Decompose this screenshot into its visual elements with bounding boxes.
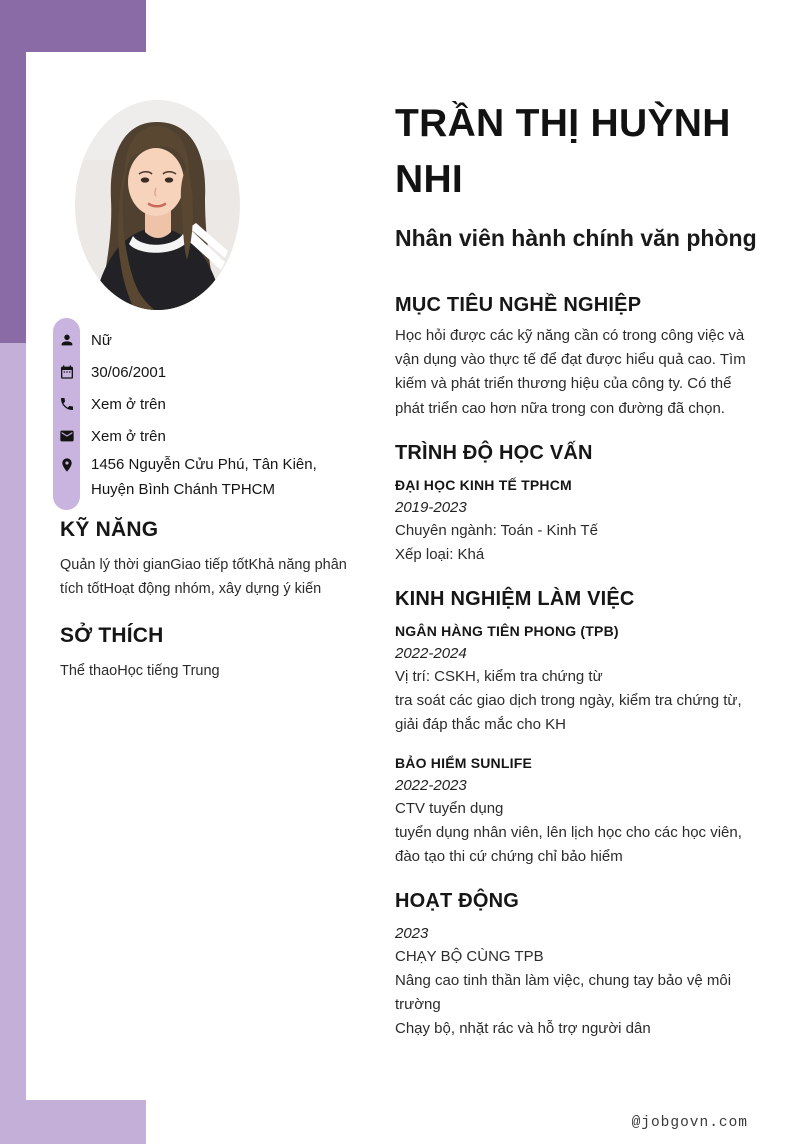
activity-entry	[395, 922, 757, 1041]
experience-entry	[395, 752, 757, 869]
phone-value: Xem ở trên	[91, 395, 166, 413]
gender-value: Nữ	[91, 331, 112, 349]
email-icon	[53, 428, 80, 444]
education-heading: TRÌNH ĐỘ HỌC VẤN	[395, 441, 593, 464]
email-value: Xem ở trên	[91, 427, 166, 445]
section-objective	[395, 291, 757, 421]
hobbies-heading: SỞ THÍCH	[60, 624, 164, 647]
experience-heading: KINH NGHIỆM LÀM VIỆC	[395, 587, 635, 610]
contact-row-birthday	[53, 356, 353, 388]
experience-period: 2022-2024	[395, 644, 467, 662]
profile-photo	[75, 100, 240, 310]
experience-period: 2022-2023	[395, 776, 467, 794]
birthday-value: 30/06/2001	[91, 363, 167, 381]
activity-period: 2023	[395, 924, 429, 942]
experience-position: CTV tuyển dụng	[395, 799, 504, 817]
activity-description: Chạy bộ, nhặt rác và hỗ trợ người dân	[395, 1019, 651, 1037]
location-icon	[53, 457, 80, 473]
activities-heading: HOẠT ĐỘNG	[395, 889, 520, 912]
phone-icon	[53, 396, 80, 412]
contact-row-address	[53, 452, 353, 502]
experience-entry	[395, 620, 757, 737]
address-value: 1456 Nguyễn Cửu Phú, Tân Kiên, Huyện Bình Chánh TPHCM	[91, 456, 317, 498]
hobbies-body: Thể thaoHọc tiếng Trung	[60, 663, 220, 679]
bottom-left-corner-accent	[0, 1100, 146, 1144]
objective-body: Học hỏi được các kỹ năng cần có trong công việc và vận dụng vào thực tế để đạt được hiểu quả cao. Tìm kiếm và phát triển thương hiệu của công ty. Có thể phát triển cao hơn nữa trong con đường đã chọn.	[395, 327, 746, 417]
portrait-illustration	[75, 100, 240, 310]
experience-org: NGÂN HÀNG TIÊN PHONG (TPB)	[395, 622, 619, 639]
experience-description: tra soát các giao dịch trong ngày, kiểm tra chứng từ, giải đáp thắc mắc cho KH	[395, 691, 742, 733]
skills-body: Quản lý thời gianGiao tiếp tốtKhả năng phân tích tốtHoạt động nhóm, xây dựng ý kiến	[60, 557, 347, 597]
objective-heading: MỤC TIÊU NGHỀ NGHIỆP	[395, 294, 642, 316]
contact-list	[53, 318, 353, 510]
education-period: 2019-2023	[395, 498, 467, 516]
education-grade: Xếp loại: Khá	[395, 545, 485, 563]
person-icon	[53, 332, 80, 348]
education-org: ĐẠI HỌC KINH TẾ TPHCM	[395, 476, 572, 493]
education-entry	[395, 474, 757, 567]
job-title: Nhân viên hành chính văn phòng	[395, 225, 757, 251]
right-column	[395, 96, 757, 1041]
contact-row-gender	[53, 324, 353, 356]
section-activities	[395, 887, 757, 1041]
candidate-name: TRẦN THỊ HUỲNH NHI	[395, 102, 731, 201]
activity-description: Nâng cao tinh thần làm việc, chung tay bảo vệ môi trường	[395, 971, 732, 1013]
section-experience	[395, 585, 757, 869]
left-stripe-dark	[0, 0, 26, 343]
left-stripe-light	[0, 343, 26, 1144]
contact-row-email	[53, 420, 353, 452]
left-column	[60, 514, 374, 683]
watermark: @jobgovn.com	[631, 1115, 748, 1131]
education-major: Chuyên ngành: Toán - Kinh Tế	[395, 521, 598, 539]
experience-description: tuyển dụng nhân viên, lên lịch học cho các học viên, đào tạo thi cứ chứng chỉ bảo hiểm	[395, 823, 742, 865]
contact-row-phone	[53, 388, 353, 420]
calendar-icon	[53, 364, 80, 380]
experience-org: BẢO HIỂM SUNLIFE	[395, 754, 532, 771]
experience-position: Vị trí: CSKH, kiểm tra chứng từ	[395, 667, 603, 685]
activity-name: CHẠY BỘ CÙNG TPB	[395, 947, 544, 965]
section-education	[395, 439, 757, 567]
skills-heading: KỸ NĂNG	[60, 518, 159, 541]
